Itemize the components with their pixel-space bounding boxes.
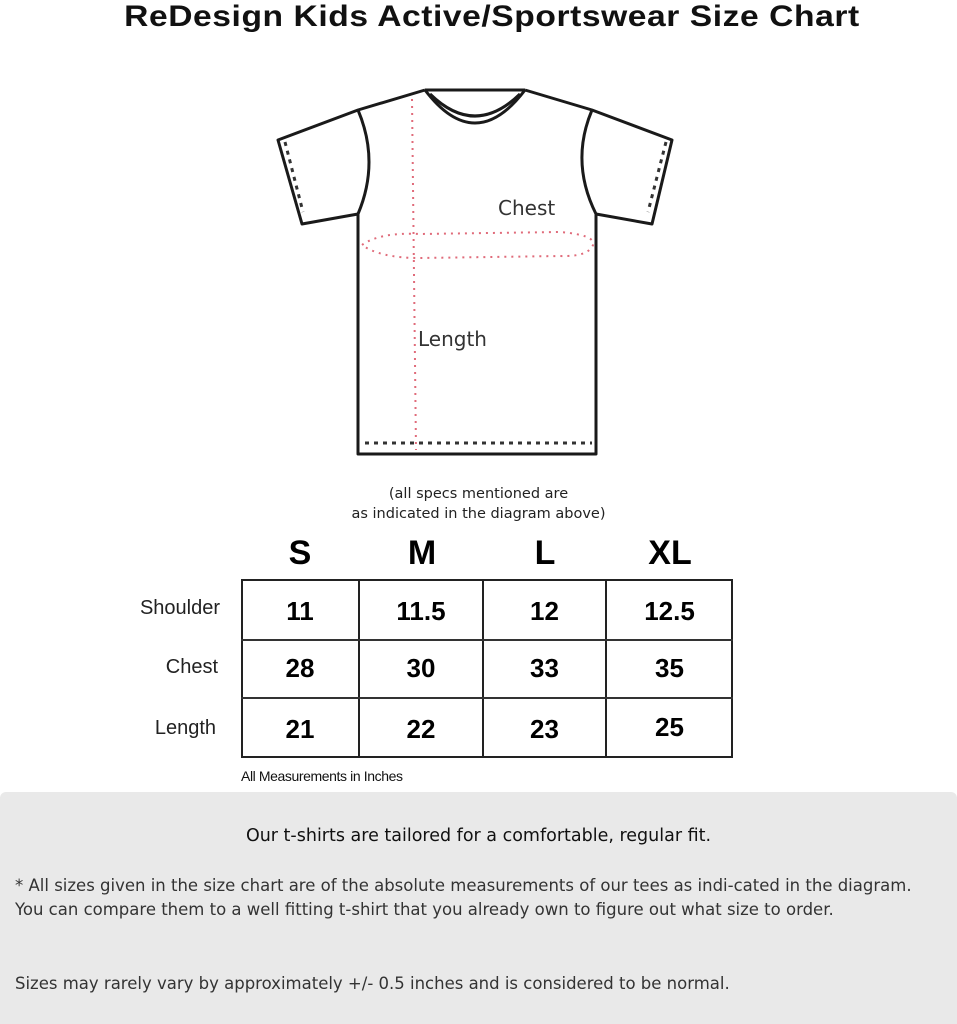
table-cell: 30 bbox=[406, 653, 436, 683]
page-title: ReDesign Kids Active/Sportswear Size Chart bbox=[124, 0, 860, 33]
table-divider bbox=[241, 697, 733, 699]
row-label-chest: Chest bbox=[165, 656, 218, 678]
tshirt-outline-icon bbox=[270, 82, 680, 462]
chest-label: Chest bbox=[498, 196, 556, 220]
size-header-m: M bbox=[407, 534, 437, 572]
spec-note-line-2: as indicated in the diagram above) bbox=[351, 506, 606, 522]
length-label: Length bbox=[418, 327, 487, 351]
fit-description: * All sizes given in the size chart are of the absolute measurements of our tees as indi-cated in the diagram. You can compare them to a well fitting t-shirt that you already own to figure out what size to order. bbox=[15, 876, 912, 919]
table-cell: 25 bbox=[655, 712, 684, 742]
size-header-s: S bbox=[288, 534, 312, 572]
tshirt-diagram bbox=[270, 82, 680, 462]
fit-headline: Our t-shirts are tailored for a comfortable, regular fit. bbox=[245, 826, 712, 846]
table-cell: 35 bbox=[655, 653, 684, 683]
table-cell: 12 bbox=[530, 596, 559, 626]
table-cell: 12.5 bbox=[644, 596, 695, 626]
size-header-xl: XL bbox=[648, 534, 692, 572]
units-note: All Measurements in Inches bbox=[241, 768, 403, 784]
table-cell: 28 bbox=[285, 653, 315, 683]
table-cell: 21 bbox=[285, 714, 315, 744]
table-cell: 11 bbox=[286, 596, 314, 626]
spec-note-line-1: (all specs mentioned are bbox=[388, 486, 569, 502]
spec-note bbox=[0, 484, 957, 524]
row-label-length: Length bbox=[154, 717, 216, 739]
table-cell: 33 bbox=[530, 653, 559, 683]
table-cell: 23 bbox=[530, 714, 559, 744]
fit-tolerance-note: Sizes may rarely vary by approximately +/- 0.5 inches and is considered to be normal. bbox=[15, 974, 730, 993]
size-header-l: L bbox=[534, 534, 556, 572]
row-label-shoulder: Shoulder bbox=[139, 597, 220, 619]
table-cell: 11.5 bbox=[396, 596, 446, 626]
table-cell: 22 bbox=[406, 714, 436, 744]
table-divider bbox=[241, 639, 733, 641]
